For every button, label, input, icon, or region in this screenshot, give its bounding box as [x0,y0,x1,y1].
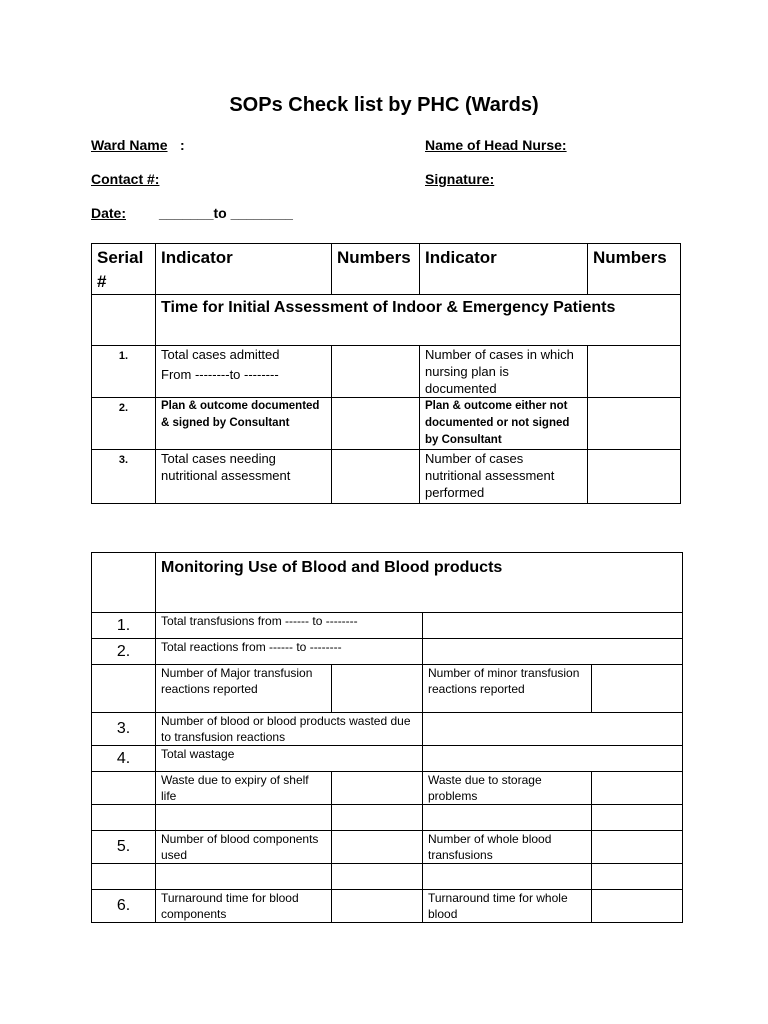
numbers-cell[interactable] [332,772,423,805]
indicator-cell: Plan & outcome documented & signed by Consultant [156,398,332,450]
table-row [92,713,683,746]
numbers-cell[interactable] [592,831,683,864]
table-row [92,639,683,665]
blank-cell [423,864,592,890]
header-numbers: Numbers [588,244,681,295]
indicator-cell: Number of cases in which nursing plan is documented [420,346,588,398]
table-row [92,772,683,805]
numbers-cell[interactable] [588,346,681,398]
blank-cell [156,805,332,831]
table-row [92,398,681,450]
indicator-text: Total cases admitted [161,347,280,362]
table-header-row [92,244,681,295]
blank-cell [92,553,156,613]
indicator-cell [156,346,332,398]
numbers-cell[interactable] [592,890,683,923]
table-row [92,890,683,923]
table-row [92,450,681,504]
serial-number: 3. [92,713,156,746]
date-label: Date: [91,205,127,221]
table-row [92,346,681,398]
section-row [92,553,683,613]
head-nurse-label: Name of Head Nurse: [425,137,567,153]
numbers-cell[interactable] [332,864,423,890]
numbers-cell[interactable] [332,890,423,923]
section-heading: Time for Initial Assessment of Indoor & Emergency Patients [156,295,681,346]
numbers-cell[interactable] [423,639,683,665]
indicator-range: From --------to -------- [161,367,279,382]
table-row [92,665,683,713]
indicator-cell: Turnaround time for blood components [156,890,332,923]
indicator-cell: Number of blood components used [156,831,332,864]
contact-label: Contact #: [91,171,160,187]
numbers-cell[interactable] [592,805,683,831]
header-indicator: Indicator [156,244,332,295]
serial-number: 6. [92,890,156,923]
numbers-cell[interactable] [332,398,420,450]
serial-number: 5. [92,831,156,864]
indicator-cell: Plan & outcome either not documented or not signed by Consultant [420,398,588,450]
indicator-cell: Total reactions from ------ to -------- [156,639,423,665]
numbers-cell[interactable] [588,398,681,450]
blank-cell [92,805,156,831]
table-row [92,746,683,772]
page-title: SOPs Check list by PHC (Wards) [229,94,539,116]
serial-number: 3. [92,450,156,504]
signature-label: Signature: [425,171,495,187]
table-row [92,613,683,639]
numbers-cell[interactable] [592,665,683,713]
table-row [92,831,683,864]
blank-cell [92,295,156,346]
header-numbers: Numbers [332,244,420,295]
indicator-cell: Number of whole blood transfusions [423,831,592,864]
numbers-cell[interactable] [423,613,683,639]
indicator-cell: Waste due to expiry of shelf life [156,772,332,805]
header-indicator: Indicator [420,244,588,295]
indicator-cell: Total transfusions from ------ to -------- [156,613,423,639]
date-range: _______to ________ [159,205,293,221]
indicator-cell: Waste due to storage problems [423,772,592,805]
header-serial: Serial # [92,244,156,295]
blank-cell [92,772,156,805]
indicator-cell: Number of Major transfusion reactions reported [156,665,332,713]
numbers-cell[interactable] [592,864,683,890]
serial-number: 2. [92,639,156,665]
assessment-table [91,243,681,504]
indicator-cell: Total cases needing nutritional assessment [156,450,332,504]
serial-number: 1. [92,346,156,398]
numbers-cell[interactable] [592,772,683,805]
numbers-cell[interactable] [423,746,683,772]
numbers-cell[interactable] [332,805,423,831]
blank-cell [92,864,156,890]
indicator-cell: Turnaround time for whole blood [423,890,592,923]
ward-name-label: Ward Name [91,137,168,153]
indicator-cell: Total wastage [156,746,423,772]
indicator-cell: Number of cases nutritional assessment performed [420,450,588,504]
numbers-cell[interactable] [332,346,420,398]
indicator-cell: Number of minor transfusion reactions reported [423,665,592,713]
blank-cell [156,864,332,890]
section-heading: Monitoring Use of Blood and Blood products [156,553,683,613]
blank-cell [423,805,592,831]
section-row [92,295,681,346]
ward-name-colon: : [180,137,185,153]
table-row-blank [92,805,683,831]
serial-number: 4. [92,746,156,772]
numbers-cell[interactable] [423,713,683,746]
serial-number: 2. [92,398,156,450]
serial-number: 1. [92,613,156,639]
blood-products-table [91,552,683,923]
indicator-cell: Number of blood or blood products wasted due to transfusion reactions [156,713,423,746]
blank-cell [92,665,156,713]
table-row-blank [92,864,683,890]
numbers-cell[interactable] [332,450,420,504]
numbers-cell[interactable] [332,665,423,713]
numbers-cell[interactable] [588,450,681,504]
numbers-cell[interactable] [332,831,423,864]
